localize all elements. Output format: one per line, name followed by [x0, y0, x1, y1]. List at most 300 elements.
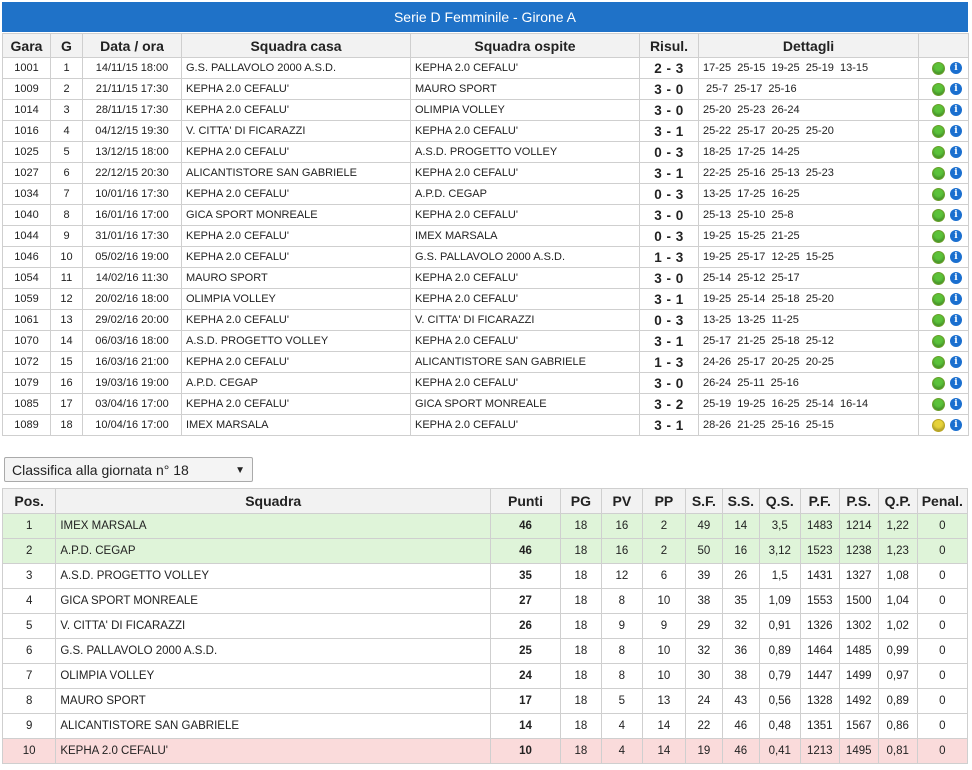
game-actions	[919, 268, 969, 289]
standings-pos: 7	[3, 664, 56, 689]
game-home-team: IMEX MARSALA	[182, 415, 411, 436]
standings-ss: 26	[722, 564, 759, 589]
game-home-team: GICA SPORT MONREALE	[182, 205, 411, 226]
game-date: 05/02/16 19:00	[83, 247, 182, 268]
standings-qp: 0,86	[878, 714, 917, 739]
game-away-team: ALICANTISTORE SAN GABRIELE	[411, 352, 640, 373]
standings-pos: 4	[3, 589, 56, 614]
game-date: 21/11/15 17:30	[83, 79, 182, 100]
game-result: 0 - 3	[640, 310, 699, 331]
standings-pen: 0	[917, 664, 967, 689]
status-dot-icon	[932, 293, 945, 306]
standings-team: ALICANTISTORE SAN GABRIELE	[56, 714, 491, 739]
game-result: 1 - 3	[640, 247, 699, 268]
status-dot-icon	[932, 146, 945, 159]
standings-ps: 1214	[839, 514, 878, 539]
standings-ps: 1485	[839, 639, 878, 664]
game-set-details: 18-25 17-25 14-25	[699, 142, 919, 163]
game-giornata: 12	[51, 289, 83, 310]
game-gara: 1054	[3, 268, 51, 289]
standings-pen: 0	[917, 739, 967, 764]
standings-ss: 16	[722, 539, 759, 564]
standings-ps: 1238	[839, 539, 878, 564]
standings-pf: 1464	[800, 639, 839, 664]
game-actions	[919, 226, 969, 247]
game-home-team: V. CITTA' DI FICARAZZI	[182, 121, 411, 142]
game-row	[3, 352, 969, 373]
game-giornata: 11	[51, 268, 83, 289]
standings-pv: 9	[601, 614, 642, 639]
standings-pp: 14	[642, 714, 685, 739]
info-icon[interactable]: i	[950, 125, 962, 137]
game-date: 31/01/16 17:30	[83, 226, 182, 247]
game-row	[3, 373, 969, 394]
game-set-details: 26-24 25-11 25-16	[699, 373, 919, 394]
standings-ss: 46	[722, 739, 759, 764]
standings-ss: 14	[722, 514, 759, 539]
standings-qp: 1,08	[878, 564, 917, 589]
info-icon[interactable]: i	[950, 62, 962, 74]
standings-qp: 1,22	[878, 514, 917, 539]
game-row	[3, 415, 969, 436]
game-result: 3 - 0	[640, 268, 699, 289]
standings-qs: 0,79	[759, 664, 800, 689]
game-result: 0 - 3	[640, 226, 699, 247]
game-away-team: V. CITTA' DI FICARAZZI	[411, 310, 640, 331]
game-date: 19/03/16 19:00	[83, 373, 182, 394]
info-icon[interactable]: i	[950, 419, 962, 431]
standings-pp: 9	[642, 614, 685, 639]
standings-pg: 18	[560, 564, 601, 589]
standings-sf: 50	[685, 539, 722, 564]
standings-row	[3, 739, 968, 764]
game-giornata: 2	[51, 79, 83, 100]
game-result: 2 - 3	[640, 58, 699, 79]
standings-qs: 1,09	[759, 589, 800, 614]
game-set-details: 28-26 21-25 25-16 25-15	[699, 415, 919, 436]
info-icon[interactable]: i	[950, 398, 962, 410]
standings-qs: 0,48	[759, 714, 800, 739]
col-header-data: Data / ora	[83, 34, 182, 58]
game-home-team: OLIMPIA VOLLEY	[182, 289, 411, 310]
standings-pts: 17	[491, 689, 561, 714]
game-away-team: IMEX MARSALA	[411, 226, 640, 247]
game-set-details: 25-22 25-17 20-25 25-20	[699, 121, 919, 142]
status-dot-icon	[932, 377, 945, 390]
col-header-ss: S.S.	[722, 489, 759, 514]
game-date: 14/11/15 18:00	[83, 58, 182, 79]
info-icon[interactable]: i	[950, 251, 962, 263]
game-set-details: 19-25 25-14 25-18 25-20	[699, 289, 919, 310]
game-home-team: MAURO SPORT	[182, 268, 411, 289]
game-row	[3, 394, 969, 415]
info-icon[interactable]: i	[950, 293, 962, 305]
game-giornata: 10	[51, 247, 83, 268]
col-header-pg: PG	[560, 489, 601, 514]
game-row	[3, 79, 969, 100]
game-away-team: MAURO SPORT	[411, 79, 640, 100]
game-giornata: 15	[51, 352, 83, 373]
standings-qs: 0,89	[759, 639, 800, 664]
game-home-team: A.S.D. PROGETTO VOLLEY	[182, 331, 411, 352]
games-table	[2, 33, 969, 436]
standings-sf: 24	[685, 689, 722, 714]
game-result: 3 - 0	[640, 373, 699, 394]
game-result: 3 - 0	[640, 100, 699, 121]
standings-pg: 18	[560, 614, 601, 639]
info-icon[interactable]: i	[950, 146, 962, 158]
game-away-team: KEPHA 2.0 CEFALU'	[411, 121, 640, 142]
standings-table	[2, 488, 968, 764]
standings-pts: 27	[491, 589, 561, 614]
standings-pp: 10	[642, 639, 685, 664]
standings-pv: 16	[601, 514, 642, 539]
game-away-team: GICA SPORT MONREALE	[411, 394, 640, 415]
standings-ss: 38	[722, 664, 759, 689]
standings-ss: 43	[722, 689, 759, 714]
game-gara: 1034	[3, 184, 51, 205]
status-dot-icon	[932, 398, 945, 411]
game-gara: 1085	[3, 394, 51, 415]
standings-pf: 1351	[800, 714, 839, 739]
standings-qs: 0,41	[759, 739, 800, 764]
game-row	[3, 331, 969, 352]
game-date: 03/04/16 17:00	[83, 394, 182, 415]
game-set-details: 25-7 25-17 25-16	[699, 79, 919, 100]
standings-pf: 1553	[800, 589, 839, 614]
game-set-details: 25-20 25-23 26-24	[699, 100, 919, 121]
status-dot-icon	[932, 419, 945, 432]
game-date: 04/12/15 19:30	[83, 121, 182, 142]
standings-pf: 1328	[800, 689, 839, 714]
standings-pv: 16	[601, 539, 642, 564]
game-date: 16/01/16 17:00	[83, 205, 182, 226]
game-away-team: A.S.D. PROGETTO VOLLEY	[411, 142, 640, 163]
game-row	[3, 268, 969, 289]
standings-sf: 19	[685, 739, 722, 764]
standings-pos: 2	[3, 539, 56, 564]
game-gara: 1079	[3, 373, 51, 394]
standings-qp: 1,23	[878, 539, 917, 564]
game-gara: 1070	[3, 331, 51, 352]
standings-pg: 18	[560, 514, 601, 539]
col-header-pp: PP	[642, 489, 685, 514]
game-date: 10/01/16 17:30	[83, 184, 182, 205]
chevron-down-icon: ▼	[235, 465, 245, 476]
standings-pts: 10	[491, 739, 561, 764]
col-header-casa: Squadra casa	[182, 34, 411, 58]
standings-pf: 1483	[800, 514, 839, 539]
game-result: 3 - 0	[640, 205, 699, 226]
game-row	[3, 289, 969, 310]
col-header-sf: S.F.	[685, 489, 722, 514]
standings-team: A.P.D. CEGAP	[56, 539, 491, 564]
standings-pg: 18	[560, 664, 601, 689]
page-title: Serie D Femminile - Girone A	[2, 2, 968, 32]
standings-pen: 0	[917, 589, 967, 614]
standings-row	[3, 689, 968, 714]
status-dot-icon	[932, 83, 945, 96]
info-icon[interactable]: i	[950, 104, 962, 116]
standings-ss: 46	[722, 714, 759, 739]
standings-qs: 3,5	[759, 514, 800, 539]
standings-pen: 0	[917, 639, 967, 664]
standings-ps: 1500	[839, 589, 878, 614]
game-result: 3 - 1	[640, 331, 699, 352]
standings-pts: 35	[491, 564, 561, 589]
game-actions	[919, 58, 969, 79]
standings-pv: 8	[601, 589, 642, 614]
game-date: 28/11/15 17:30	[83, 100, 182, 121]
game-giornata: 9	[51, 226, 83, 247]
game-set-details: 25-14 25-12 25-17	[699, 268, 919, 289]
standings-ss: 35	[722, 589, 759, 614]
game-home-team: KEPHA 2.0 CEFALU'	[182, 394, 411, 415]
game-result: 0 - 3	[640, 142, 699, 163]
info-icon[interactable]: i	[950, 209, 962, 221]
standings-qp: 1,02	[878, 614, 917, 639]
standings-pf: 1431	[800, 564, 839, 589]
standings-qs: 1,5	[759, 564, 800, 589]
col-header-dettagli: Dettagli	[699, 34, 919, 58]
info-icon[interactable]: i	[950, 272, 962, 284]
standings-ps: 1492	[839, 689, 878, 714]
game-row	[3, 121, 969, 142]
game-home-team: KEPHA 2.0 CEFALU'	[182, 100, 411, 121]
standings-sf: 49	[685, 514, 722, 539]
col-header-giornata: G	[51, 34, 83, 58]
status-dot-icon	[932, 230, 945, 243]
game-away-team: KEPHA 2.0 CEFALU'	[411, 163, 640, 184]
standings-team: MAURO SPORT	[56, 689, 491, 714]
col-header-qp: Q.P.	[878, 489, 917, 514]
standings-sf: 22	[685, 714, 722, 739]
standings-pp: 6	[642, 564, 685, 589]
game-result: 3 - 1	[640, 163, 699, 184]
game-away-team: A.P.D. CEGAP	[411, 184, 640, 205]
game-gara: 1014	[3, 100, 51, 121]
game-date: 10/04/16 17:00	[83, 415, 182, 436]
standings-ss: 32	[722, 614, 759, 639]
standings-row	[3, 639, 968, 664]
standings-qs: 0,91	[759, 614, 800, 639]
game-away-team: KEPHA 2.0 CEFALU'	[411, 331, 640, 352]
game-gara: 1089	[3, 415, 51, 436]
game-away-team: KEPHA 2.0 CEFALU'	[411, 58, 640, 79]
status-dot-icon	[932, 167, 945, 180]
standings-qp: 0,81	[878, 739, 917, 764]
game-home-team: KEPHA 2.0 CEFALU'	[182, 247, 411, 268]
standings-pp: 10	[642, 664, 685, 689]
game-set-details: 13-25 17-25 16-25	[699, 184, 919, 205]
game-result: 3 - 2	[640, 394, 699, 415]
game-set-details: 19-25 25-17 12-25 15-25	[699, 247, 919, 268]
col-header-pos: Pos.	[3, 489, 56, 514]
standings-pos: 1	[3, 514, 56, 539]
game-giornata: 7	[51, 184, 83, 205]
game-gara: 1044	[3, 226, 51, 247]
standings-pos: 6	[3, 639, 56, 664]
giornata-select[interactable]	[4, 457, 253, 482]
standings-sf: 39	[685, 564, 722, 589]
standings-pv: 4	[601, 739, 642, 764]
game-actions	[919, 163, 969, 184]
standings-pp: 2	[642, 539, 685, 564]
standings-ps: 1499	[839, 664, 878, 689]
game-giornata: 5	[51, 142, 83, 163]
col-header-penal: Penal.	[917, 489, 967, 514]
game-date: 13/12/15 18:00	[83, 142, 182, 163]
standings-qs: 3,12	[759, 539, 800, 564]
standings-ps: 1495	[839, 739, 878, 764]
game-away-team: OLIMPIA VOLLEY	[411, 100, 640, 121]
standings-team: G.S. PALLAVOLO 2000 A.S.D.	[56, 639, 491, 664]
standings-row	[3, 589, 968, 614]
status-dot-icon	[932, 335, 945, 348]
status-dot-icon	[932, 356, 945, 369]
standings-row	[3, 564, 968, 589]
standings-sf: 29	[685, 614, 722, 639]
game-gara: 1061	[3, 310, 51, 331]
col-header-risultato: Risul.	[640, 34, 699, 58]
standings-pp: 2	[642, 514, 685, 539]
game-home-team: KEPHA 2.0 CEFALU'	[182, 310, 411, 331]
game-set-details: 17-25 25-15 19-25 25-19 13-15	[699, 58, 919, 79]
game-gara: 1046	[3, 247, 51, 268]
game-gara: 1025	[3, 142, 51, 163]
info-icon[interactable]: i	[950, 314, 962, 326]
game-giornata: 8	[51, 205, 83, 226]
game-row	[3, 142, 969, 163]
game-row	[3, 310, 969, 331]
col-header-squadra: Squadra	[56, 489, 491, 514]
standings-pen: 0	[917, 689, 967, 714]
info-icon[interactable]: i	[950, 335, 962, 347]
standings-pts: 25	[491, 639, 561, 664]
standings-pg: 18	[560, 539, 601, 564]
game-actions	[919, 121, 969, 142]
standings-pts: 24	[491, 664, 561, 689]
col-header-gara: Gara	[3, 34, 51, 58]
game-row	[3, 100, 969, 121]
game-away-team: G.S. PALLAVOLO 2000 A.S.D.	[411, 247, 640, 268]
col-header-pv: PV	[601, 489, 642, 514]
game-home-team: A.P.D. CEGAP	[182, 373, 411, 394]
game-actions	[919, 394, 969, 415]
standings-pv: 8	[601, 639, 642, 664]
game-giornata: 3	[51, 100, 83, 121]
game-set-details: 22-25 25-16 25-13 25-23	[699, 163, 919, 184]
standings-row	[3, 539, 968, 564]
standings-ss: 36	[722, 639, 759, 664]
info-icon[interactable]: i	[950, 83, 962, 95]
standings-pen: 0	[917, 514, 967, 539]
game-actions	[919, 310, 969, 331]
status-dot-icon	[932, 209, 945, 222]
giornata-select-label: Classifica alla giornata n° 18	[12, 462, 189, 478]
standings-pp: 14	[642, 739, 685, 764]
status-dot-icon	[932, 125, 945, 138]
game-result: 0 - 3	[640, 184, 699, 205]
game-row	[3, 184, 969, 205]
game-actions	[919, 289, 969, 310]
game-home-team: KEPHA 2.0 CEFALU'	[182, 79, 411, 100]
standings-pg: 18	[560, 714, 601, 739]
info-icon[interactable]: i	[950, 230, 962, 242]
game-home-team: ALICANTISTORE SAN GABRIELE	[182, 163, 411, 184]
info-icon[interactable]: i	[950, 167, 962, 179]
game-date: 06/03/16 18:00	[83, 331, 182, 352]
game-giornata: 13	[51, 310, 83, 331]
standings-qp: 0,97	[878, 664, 917, 689]
col-header-actions	[919, 34, 969, 58]
col-header-ps: P.S.	[839, 489, 878, 514]
standings-pen: 0	[917, 614, 967, 639]
standings-pos: 3	[3, 564, 56, 589]
standings-pv: 4	[601, 714, 642, 739]
col-header-pf: P.F.	[800, 489, 839, 514]
standings-row	[3, 514, 968, 539]
game-result: 3 - 1	[640, 121, 699, 142]
standings-pos: 10	[3, 739, 56, 764]
game-row	[3, 163, 969, 184]
standings-team: A.S.D. PROGETTO VOLLEY	[56, 564, 491, 589]
game-set-details: 25-19 19-25 16-25 25-14 16-14	[699, 394, 919, 415]
game-actions	[919, 79, 969, 100]
standings-header-row	[3, 489, 968, 514]
game-gara: 1072	[3, 352, 51, 373]
info-icon[interactable]: i	[950, 377, 962, 389]
standings-pg: 18	[560, 639, 601, 664]
standings-pos: 9	[3, 714, 56, 739]
game-home-team: KEPHA 2.0 CEFALU'	[182, 226, 411, 247]
standings-pg: 18	[560, 739, 601, 764]
game-giornata: 18	[51, 415, 83, 436]
info-icon[interactable]: i	[950, 188, 962, 200]
standings-sf: 32	[685, 639, 722, 664]
game-date: 16/03/16 21:00	[83, 352, 182, 373]
standings-pv: 8	[601, 664, 642, 689]
game-away-team: KEPHA 2.0 CEFALU'	[411, 373, 640, 394]
game-away-team: KEPHA 2.0 CEFALU'	[411, 205, 640, 226]
game-giornata: 17	[51, 394, 83, 415]
standings-pv: 5	[601, 689, 642, 714]
info-icon[interactable]: i	[950, 356, 962, 368]
game-row	[3, 205, 969, 226]
standings-row	[3, 614, 968, 639]
game-home-team: KEPHA 2.0 CEFALU'	[182, 184, 411, 205]
standings-pts: 46	[491, 514, 561, 539]
standings-team: OLIMPIA VOLLEY	[56, 664, 491, 689]
status-dot-icon	[932, 314, 945, 327]
game-giornata: 6	[51, 163, 83, 184]
standings-team: V. CITTA' DI FICARAZZI	[56, 614, 491, 639]
game-actions	[919, 415, 969, 436]
game-row	[3, 247, 969, 268]
status-dot-icon	[932, 62, 945, 75]
standings-pts: 26	[491, 614, 561, 639]
game-result: 3 - 1	[640, 415, 699, 436]
standings-pg: 18	[560, 689, 601, 714]
game-actions	[919, 247, 969, 268]
standings-pen: 0	[917, 714, 967, 739]
game-actions	[919, 142, 969, 163]
standings-pf: 1213	[800, 739, 839, 764]
standings-pen: 0	[917, 539, 967, 564]
col-header-punti: Punti	[491, 489, 561, 514]
game-gara: 1001	[3, 58, 51, 79]
col-header-ospite: Squadra ospite	[411, 34, 640, 58]
